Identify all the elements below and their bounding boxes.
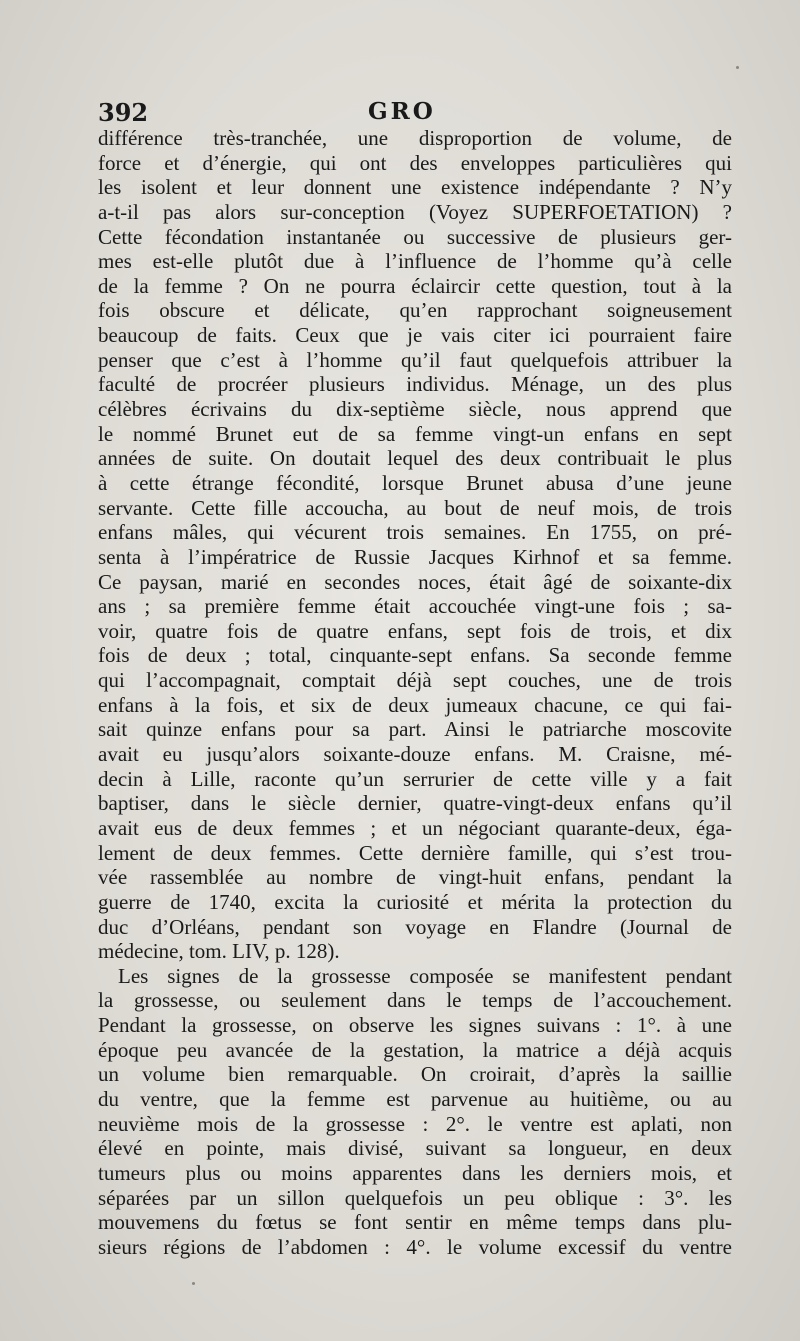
text-line: a-t-il pas alors sur-conception (Voyez SUPERFOETATION) ? [98,199,732,224]
text-line: élevé en pointe, mais divisé, suivant sa longueur, en deux [98,1136,732,1161]
text-line: à cette étrange fécondité, lorsque Brunet abusa d’une jeune [98,470,732,495]
text-line: avait eus de deux femmes ; et un négociant quarante-deux, éga- [98,815,732,840]
text-line: les isolent et leur donnent une existence indépendante ? N’y [98,175,732,200]
paper-speck [736,66,739,69]
text-line: voir, quatre fois de quatre enfans, sept fois de trois, et dix [98,618,732,643]
page-header [98,98,738,128]
text-line: enfans à la fois, et six de deux jumeaux chacune, ce qui fai- [98,692,732,717]
text-line: baptiser, dans le siècle dernier, quatre-vingt-deux enfans qu’il [98,791,732,816]
text-line: beaucoup de faits. Ceux que je vais citer ici pourraient faire [98,323,732,348]
text-line: fois obscure et délicate, qu’en rapprochant soigneusement [98,298,732,323]
paper-speck [192,1282,195,1285]
text-line: qui l’accompagnait, comptait déjà sept couches, une de trois [98,668,732,693]
text-line: penser que c’est à l’homme qu’il faut quelquefois attribuer la [98,347,732,372]
text-line: decin à Lille, raconte qu’un serrurier de cette ville y a fait [98,766,732,791]
body-text [98,126,732,1259]
text-line: séparées par un sillon quelquefois un peu oblique : 3°. les [98,1185,732,1210]
text-line: force et d’énergie, qui ont des enveloppes particulières qui [98,150,732,175]
text-line: lement de deux femmes. Cette dernière famille, qui s’est trou- [98,840,732,865]
text-line: faculté de procréer plusieurs individus. Ménage, un des plus [98,372,732,397]
text-line: du ventre, que la femme est parvenue au huitième, ou au [98,1086,732,1111]
text-line: célèbres écrivains du dix-septième siècle, nous apprend que [98,397,732,422]
text-line: duc d’Orléans, pendant son voyage en Flandre (Journal de [98,914,732,939]
text-line: servante. Cette fille accoucha, au bout de neuf mois, de trois [98,495,732,520]
text-line: ans ; sa première femme était accouchée vingt-une fois ; sa- [98,594,732,619]
text-line: neuvième mois de la grossesse : 2°. le ventre est aplati, non [98,1111,732,1136]
text-line: médecine, tom. LIV, p. 128). [98,939,340,964]
text-line: la grossesse, ou seulement dans le temps de l’accouchement. [98,988,732,1013]
text-line: Cette fécondation instantanée ou successive de plusieurs ger- [98,224,732,249]
text-line: sait quinze enfans pour sa part. Ainsi le patriarche moscovite [98,717,732,742]
text-line: mouvemens du fœtus se font sentir en même temps dans plu- [98,1210,732,1235]
text-line: de la femme ? On ne pourra éclaircir cette question, tout à la [98,273,732,298]
text-line: senta à l’impératrice de Russie Jacques Kirhnof et sa femme. [98,544,732,569]
text-line: guerre de 1740, excita la curiosité et mérita la protection du [98,889,732,914]
text-line: Ce paysan, marié en secondes noces, était âgé de soixante-dix [98,569,732,594]
text-line: un volume bien remarquable. On croirait, d’après la saillie [98,1062,732,1087]
running-head: GRO [368,98,436,125]
text-line: sieurs régions de l’abdomen : 4°. le volume excessif du ventre [98,1234,732,1259]
text-line: avait eu jusqu’alors soixante-douze enfans. M. Craisne, mé- [98,742,732,767]
text-line: tumeurs plus ou moins apparentes dans les derniers mois, et [98,1160,732,1185]
text-line: Les signes de la grossesse composée se manifestent pendant [118,963,732,988]
text-line: Pendant la grossesse, on observe les signes suivans : 1°. à une [98,1013,732,1038]
text-line: enfans mâles, qui vécurent trois semaines. En 1755, on pré- [98,520,732,545]
text-line: fois de deux ; total, cinquante-sept enfans. Sa seconde femme [98,643,732,668]
text-line: différence très-tranchée, une disproportion de volume, de [98,126,732,150]
page-number: 392 [98,98,149,127]
text-line: mes est-elle plutôt due à l’influence de l’homme qu’à celle [98,249,732,274]
text-line: années de suite. On doutait lequel des deux contribuait le plus [98,446,732,471]
text-line: le nommé Brunet eut de sa femme vingt-un enfans en sept [98,421,732,446]
text-line: vée rassemblée au nombre de vingt-huit enfans, pendant la [98,865,732,890]
text-line: époque peu avancée de la gestation, la matrice a déjà acquis [98,1037,732,1062]
